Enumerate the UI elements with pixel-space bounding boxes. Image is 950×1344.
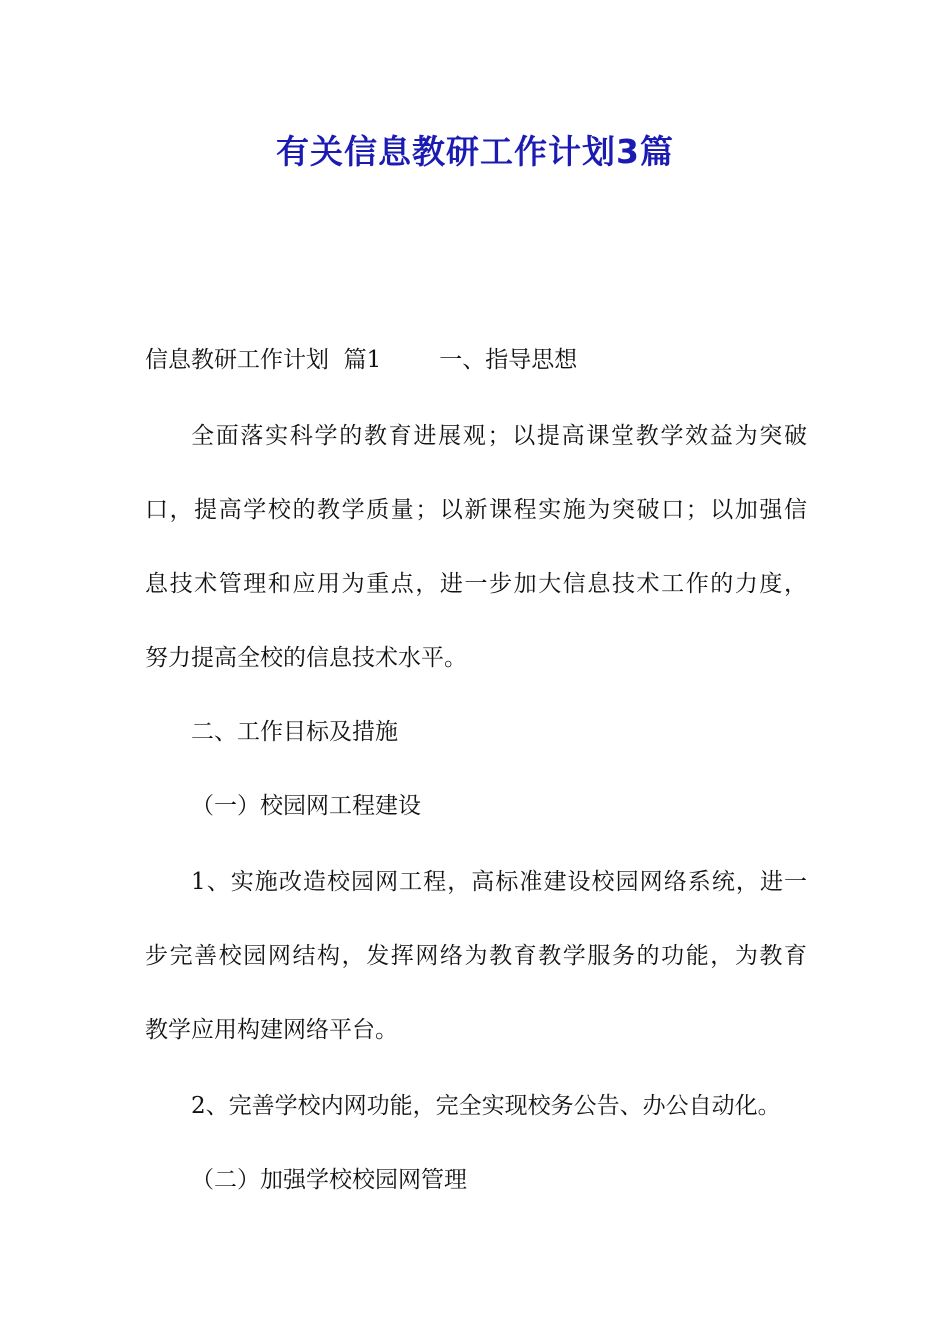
section-heading: 二、工作目标及措施 [191, 719, 398, 745]
paragraph-line: 口，提高学校的教学质量；以新课程实施为突破口；以加强信 [145, 497, 807, 523]
list-item-line: 步完善校园网结构，发挥网络为教育教学服务的功能，为教育 [145, 943, 807, 969]
paragraph-line: 全面落实科学的教育进展观；以提高课堂教学效益为突破 [191, 423, 807, 449]
paragraph-line: 息技术管理和应用为重点，进一步加大信息技术工作的力度， [145, 571, 807, 597]
section-header-line [145, 344, 577, 376]
guiding-ideology-heading: 一、指导思想 [439, 347, 578, 373]
paragraph-line: 努力提高全校的信息技术水平。 [145, 645, 467, 671]
document-title: 有关信息教研工作计划3篇 [276, 132, 674, 171]
section-title: 信息教研工作计划 篇1 [145, 347, 382, 373]
subsection-heading: （二）加强学校校园网管理 [191, 1167, 467, 1193]
list-item-line: 教学应用构建网络平台。 [145, 1017, 398, 1043]
list-item-line: 2、完善学校内网功能，完全实现校务公告、办公自动化。 [191, 1093, 781, 1119]
subsection-heading: （一）校园网工程建设 [191, 793, 421, 819]
list-item-line: 1、实施改造校园网工程，高标准建设校园网络系统，进一 [191, 869, 807, 895]
